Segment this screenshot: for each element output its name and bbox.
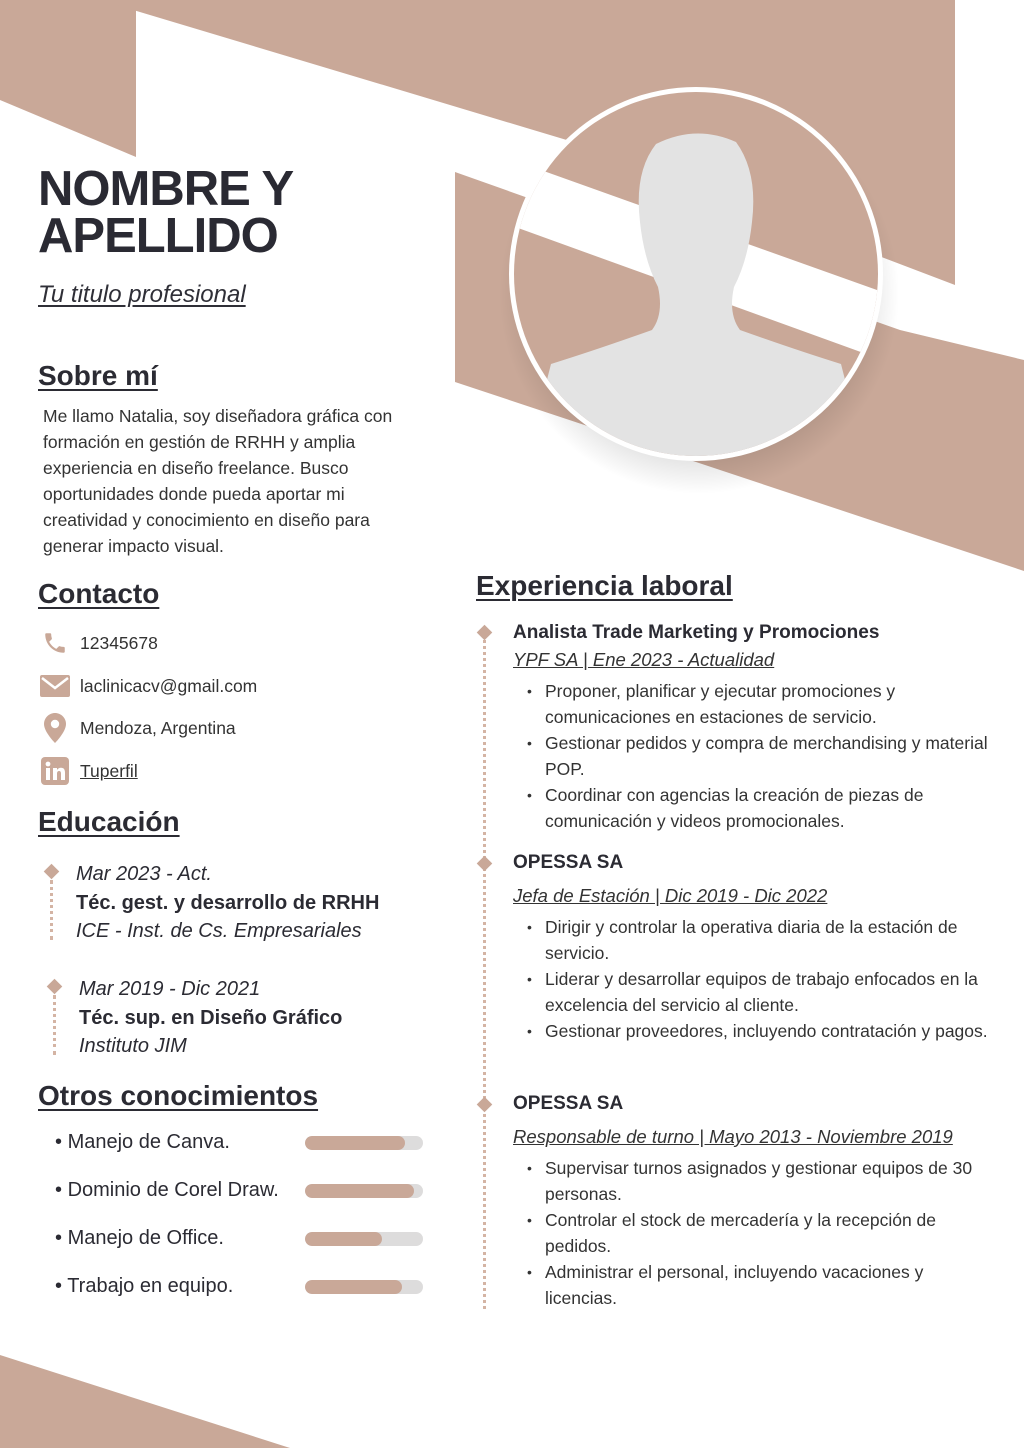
skill-level-bar (305, 1184, 423, 1198)
skills-heading: Otros conocimientos (38, 1080, 319, 1111)
email-address[interactable]: laclinicacv@gmail.com (80, 675, 258, 696)
skill-level-fill (305, 1184, 414, 1198)
phone-icon (40, 628, 70, 658)
job-duty: • Administrar el personal, incluyendo vacaciones y licencias. (545, 1259, 996, 1311)
skill-label: • Manejo de Canva. (55, 1131, 230, 1153)
skill-row (55, 1175, 425, 1205)
mail-icon (40, 671, 70, 701)
education-degree: Téc. sup. en Diseño Gráfico (79, 1006, 343, 1029)
phone-number: 12345678 (80, 632, 158, 653)
location-text: Mendoza, Argentina (80, 717, 236, 738)
contact-phone (40, 628, 158, 658)
education-item (48, 860, 448, 946)
contact-location (40, 713, 236, 743)
contact-linkedin[interactable] (40, 756, 138, 786)
linkedin-icon[interactable] (40, 756, 70, 786)
job-duty: • Supervisar turnos asignados y gestionar equipos de 30 personas. (545, 1155, 996, 1207)
accent-shape-bottom-left (0, 1355, 290, 1448)
experience-heading: Experiencia laboral (476, 570, 733, 601)
job-duty: • Gestionar pedidos y compra de merchandising y material POP. (545, 730, 996, 782)
skill-row (55, 1271, 425, 1301)
job-title: Analista Trade Marketing y Promociones (513, 622, 880, 643)
name-line-2: APELLIDO (38, 209, 278, 263)
experience-item (476, 850, 996, 1044)
job-duty: • Controlar el stock de mercadería y la recepción de pedidos. (545, 1207, 996, 1259)
full-name (38, 162, 378, 263)
skill-level-fill (305, 1136, 405, 1150)
contact-heading: Contacto (38, 578, 160, 609)
education-dates: Mar 2019 - Dic 2021 (79, 978, 261, 1000)
education-heading: Educación (38, 806, 180, 837)
education-item (51, 975, 451, 1061)
name-line-1: NOMBRE Y (38, 162, 294, 216)
skill-row (55, 1127, 425, 1157)
experience-item (476, 1091, 996, 1311)
job-duties (476, 1155, 996, 1311)
about-text: Me llamo Natalia, soy diseñadora gráfica con formación en gestión de RRHH y amplia experiencia en diseño freelance. Busco oportunidades donde pueda aportar mi creatividad y conocimiento en diseño para generar impacto visual. (43, 406, 393, 556)
education-school: ICE - Inst. de Cs. Empresariales (76, 920, 362, 942)
education-degree: Téc. gest. y desarrollo de RRHH (76, 891, 380, 914)
professional-title: Tu titulo profesional (38, 281, 246, 308)
accent-shape-top-left (0, 0, 136, 157)
skill-label: • Manejo de Office. (55, 1227, 224, 1249)
skill-label: • Trabajo en equipo. (55, 1275, 234, 1297)
skill-level-fill (305, 1280, 402, 1294)
job-duty: • Liderar y desarrollar equipos de trabajo enfocados en la excelencia del servicio al cliente. (545, 966, 996, 1018)
skill-level-fill (305, 1232, 382, 1246)
skill-level-bar (305, 1280, 423, 1294)
job-duties (476, 678, 996, 834)
contact-email (40, 671, 257, 701)
job-duty: • Dirigir y controlar la operativa diaria de la estación de servicio. (545, 914, 996, 966)
job-title: OPESSA SA (513, 852, 624, 873)
skill-level-bar (305, 1136, 423, 1150)
skill-level-bar (305, 1232, 423, 1246)
education-dates: Mar 2023 - Act. (76, 863, 212, 885)
job-company-dates: Responsable de turno | Mayo 2013 - Noviembre 2019 (513, 1126, 953, 1147)
job-duty: • Coordinar con agencias la creación de piezas de comunicación y videos promocionales. (545, 782, 996, 834)
job-company-dates: YPF SA | Ene 2023 - Actualidad (513, 649, 775, 670)
skill-label: • Dominio de Corel Draw. (55, 1179, 279, 1201)
profile-photo (496, 82, 906, 512)
job-title: OPESSA SA (513, 1093, 624, 1114)
about-heading: Sobre mí (38, 360, 158, 391)
education-school: Instituto JIM (79, 1035, 187, 1057)
linkedin-link[interactable]: Tuperfil (80, 760, 138, 781)
skill-row (55, 1223, 425, 1253)
experience-item (476, 620, 996, 834)
location-pin-icon (40, 713, 70, 743)
job-company-dates: Jefa de Estación | Dic 2019 - Dic 2022 (513, 885, 828, 906)
job-duty: • Proponer, planificar y ejecutar promociones y comunicaciones en estaciones de servicio. (545, 678, 996, 730)
job-duties (476, 914, 996, 1044)
job-duty: • Gestionar proveedores, incluyendo contratación y pagos. (545, 1018, 996, 1044)
